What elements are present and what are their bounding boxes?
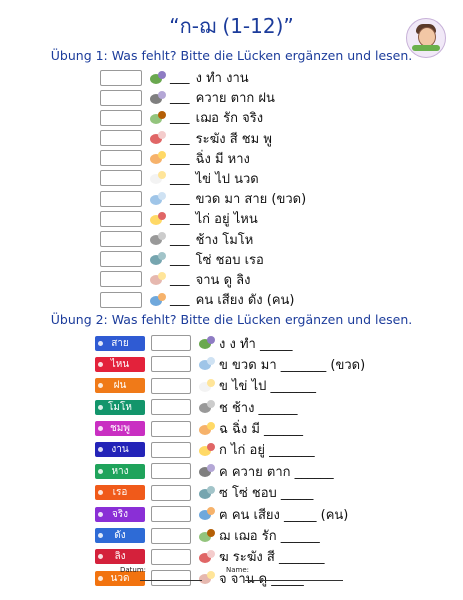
exercise1-row [100, 149, 306, 168]
sentence-text: ควาย ตาก ฝน [191, 91, 275, 107]
tag-dot-icon [98, 383, 103, 388]
word-tag-label: เรอ [112, 487, 128, 499]
cymbals-icon [148, 150, 168, 166]
chicken-icon [197, 442, 217, 458]
people-icon [197, 506, 217, 522]
answer-box[interactable] [100, 191, 142, 207]
exercise2-row [95, 483, 365, 503]
answer-box[interactable] [151, 399, 191, 415]
word-tag[interactable] [95, 357, 145, 372]
blank-line[interactable]: ___ [170, 271, 190, 287]
exercise2-row [95, 526, 365, 546]
sentence-text: ง ทำ งาน [191, 71, 249, 86]
tag-dot-icon [98, 576, 103, 581]
answer-box[interactable] [100, 231, 142, 247]
name-line[interactable] [245, 580, 343, 581]
exercise2-row [95, 440, 365, 460]
answer-box[interactable] [151, 528, 191, 544]
sentence-text: ก ไก่ อยู่ _______ [219, 443, 315, 459]
blank-line[interactable]: ___ [170, 150, 190, 166]
tree-icon [148, 110, 168, 126]
tag-dot-icon [98, 447, 103, 452]
bell-icon [197, 549, 217, 565]
word-tag[interactable] [95, 485, 145, 500]
answer-box[interactable] [100, 90, 142, 106]
exercise1-row [100, 108, 306, 127]
word-tag[interactable] [95, 549, 145, 564]
date-label: Datum: [120, 566, 147, 574]
bell-icon [148, 130, 168, 146]
buffalo-icon [148, 90, 168, 106]
answer-box[interactable] [151, 356, 191, 372]
tag-dot-icon [98, 469, 103, 474]
exercise2-row [95, 461, 365, 481]
bottle-icon [197, 356, 217, 372]
sentence-text: เฌอ รัก จริง [191, 111, 264, 127]
word-tag[interactable] [95, 442, 145, 457]
exercise2-row [95, 504, 365, 524]
bottle-icon [148, 191, 168, 207]
plate-icon [197, 570, 217, 586]
exercise2-row [95, 419, 365, 439]
mechanic-icon [197, 335, 217, 351]
exercise2-row [95, 333, 365, 353]
exercise2-row [95, 376, 365, 396]
answer-box[interactable] [100, 130, 142, 146]
word-tag-label: ดัง [114, 530, 126, 542]
exercise1-row [100, 169, 306, 188]
blank-line[interactable]: ___ [170, 191, 190, 207]
blank-line[interactable]: ___ [170, 70, 190, 85]
cymbals-icon [197, 421, 217, 437]
sentence-text: จ จาน ดู _____ [219, 571, 304, 587]
answer-box[interactable] [151, 378, 191, 394]
answer-box[interactable] [100, 271, 142, 287]
word-tag[interactable] [95, 400, 145, 415]
sentence-text: ง ง ทำ _____ [219, 336, 293, 352]
sentence-text: จาน ดู ลิง [191, 272, 251, 288]
tag-dot-icon [98, 490, 103, 495]
blank-line[interactable]: ___ [170, 211, 190, 227]
sentence-text: ฅ คน เสียง _____ (คน) [219, 507, 349, 523]
word-tag-label: หาง [111, 465, 129, 477]
name-label: Name: [226, 566, 250, 574]
word-tag-label: ลิง [114, 551, 126, 563]
exercise1-row [100, 250, 306, 269]
logo-face [418, 27, 436, 47]
blank-line[interactable]: ___ [170, 231, 190, 247]
answer-box[interactable] [151, 335, 191, 351]
exercise2-heading: Übung 2: Was fehlt? Bitte die Lücken ergänzen und lesen. [50, 312, 413, 327]
egg-icon [197, 378, 217, 394]
word-tag-label: โมโห [108, 401, 132, 413]
blank-line[interactable]: ___ [170, 292, 190, 308]
sentence-text: ฉ ฉิ่ง มี ______ [219, 422, 304, 438]
sentence-text: ฉิ่ง มี หาง [191, 151, 250, 167]
worksheet-title: “ก-ฌ (1-12)” [169, 14, 294, 38]
word-tag-label: ชมพู [110, 423, 130, 435]
sentence-text: ฌ เฌอ รัก ______ [219, 529, 320, 545]
word-tag-label: นวด [110, 572, 130, 584]
tag-dot-icon [98, 426, 103, 431]
answer-box[interactable] [151, 549, 191, 565]
exercise1-row [100, 189, 306, 208]
exercise1-row [100, 68, 306, 87]
sentence-text: ข ขวด มา _______ (ขวด) [219, 357, 366, 373]
exercise2-list [95, 333, 365, 590]
blank-line[interactable]: ___ [170, 110, 190, 126]
exercise1-row [100, 129, 306, 148]
answer-box[interactable] [100, 170, 142, 186]
sentence-text: ขวด มา สาย (ขวด) [191, 192, 307, 208]
sentence-text: ซ โซ่ ชอบ _____ [219, 486, 314, 502]
sentence-text: ค ควาย ตาก ______ [219, 464, 334, 480]
exercise1-heading: Übung 1: Was fehlt? Bitte die Lücken ergänzen und lesen. [50, 48, 413, 63]
elephant-icon [148, 231, 168, 247]
answer-box[interactable] [100, 251, 142, 267]
sentence-text: ไก่ อยู่ ไหน [191, 212, 258, 228]
word-tag[interactable] [95, 464, 145, 479]
word-tag[interactable] [95, 528, 145, 543]
answer-box[interactable] [100, 150, 142, 166]
answer-box[interactable] [100, 211, 142, 227]
exercise1-row [100, 290, 306, 309]
blank-line[interactable]: ___ [170, 130, 190, 146]
word-tag[interactable] [95, 421, 145, 436]
answer-box[interactable] [151, 421, 191, 437]
elephant-icon [197, 399, 217, 415]
exercise2-row [95, 547, 365, 567]
buffalo-icon [197, 463, 217, 479]
word-tag-label: ฝน [113, 380, 127, 392]
chicken-icon [148, 211, 168, 227]
exercise1-row [100, 209, 306, 228]
tag-dot-icon [98, 405, 103, 410]
exercise1-row [100, 88, 306, 107]
chain-icon [197, 485, 217, 501]
answer-box[interactable] [151, 506, 191, 522]
word-tag-label: ไหน [110, 358, 130, 370]
sentence-text: ช้าง โมโห [191, 232, 254, 248]
sentence-text: ฆ ระฆัง สี _______ [219, 550, 325, 566]
exercise2-row [95, 354, 365, 374]
sentence-text: ระฆัง สี ชม พู [191, 131, 272, 147]
plate-icon [148, 271, 168, 287]
tag-dot-icon [98, 554, 103, 559]
date-line[interactable] [140, 580, 202, 581]
answer-box[interactable] [151, 463, 191, 479]
answer-box[interactable] [100, 110, 142, 126]
tree-icon [197, 528, 217, 544]
sentence-text: ช ช้าง ______ [219, 400, 298, 416]
answer-box[interactable] [151, 442, 191, 458]
egg-icon [148, 170, 168, 186]
word-tag[interactable] [95, 507, 145, 522]
tag-dot-icon [98, 362, 103, 367]
word-tag-label: สาย [111, 337, 129, 349]
mechanic-icon [148, 70, 168, 86]
sentence-text: โซ่ ชอบ เรอ [191, 252, 264, 268]
answer-box[interactable] [151, 485, 191, 501]
sentence-text: ข ไข่ ไป _______ [219, 379, 316, 395]
word-tag-label: งาน [111, 444, 129, 456]
tag-dot-icon [98, 533, 103, 538]
word-tag[interactable] [95, 378, 145, 393]
exercise1-row [100, 270, 306, 289]
tag-dot-icon [98, 341, 103, 346]
answer-box[interactable] [100, 70, 142, 86]
answer-box[interactable] [151, 570, 191, 586]
exercise1-list [100, 68, 306, 310]
word-tag[interactable] [95, 336, 145, 351]
people-icon [148, 292, 168, 308]
answer-box[interactable] [100, 292, 142, 308]
word-tag-label: จริง [111, 508, 129, 520]
blank-line[interactable]: ___ [170, 90, 190, 106]
blank-line[interactable]: ___ [170, 170, 190, 186]
blank-line[interactable]: ___ [170, 251, 190, 267]
sentence-text: คน เสียง ดัง (คน) [191, 293, 295, 309]
exercise1-row [100, 230, 306, 249]
chain-icon [148, 251, 168, 267]
sentence-text: ไข่ ไป นวด [191, 171, 259, 187]
exercise2-row [95, 397, 365, 417]
tag-dot-icon [98, 512, 103, 517]
